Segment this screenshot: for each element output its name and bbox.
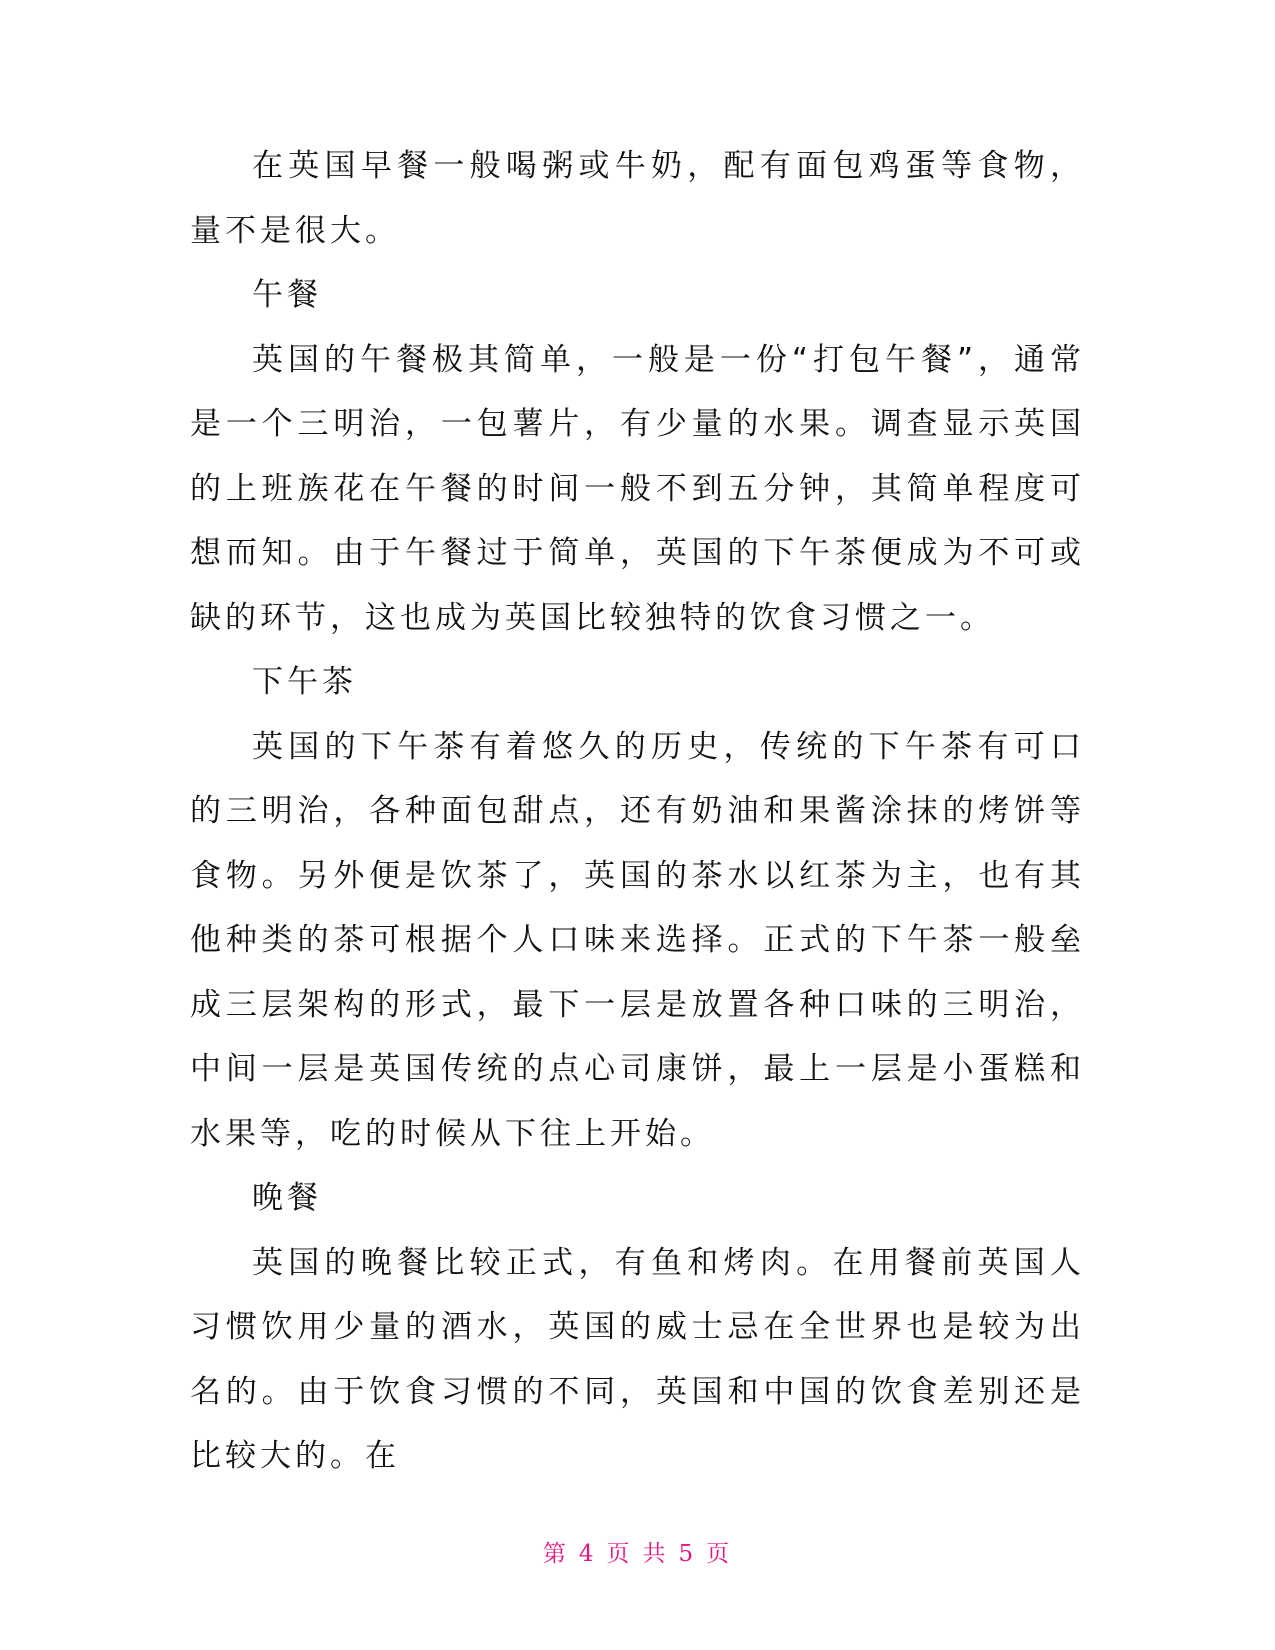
footer-current-page: 4 [578,1541,597,1567]
document-body [190,134,1085,1489]
heading-dinner: 晚餐 [252,1180,322,1216]
heading-lunch: 午餐 [252,277,322,313]
footer-prefix: 第 [542,1541,569,1567]
paragraph-dinner: 英国的晚餐比较正式，有鱼和烤肉。在用餐前英国人习惯饮用少量的酒水，英国的威士忌在全世界也是较为出名的。由于饮食习惯的不同，英国和中国的饮食差别还是比较大的。在 [190,1244,1085,1474]
footer-page-unit-end: 页 [706,1541,733,1567]
paragraph-afternoon-tea: 英国的下午茶有着悠久的历史，传统的下午茶有可口的三明治，各种面包甜点，还有奶油和果酱涂抹的烤饼等食物。另外便是饮茶了，英国的茶水以红茶为主，也有其他种类的茶可根据个人口味来选择。正式的下午茶一般垒成三层架构的形式，最下一层是放置各种口味的三明治，中间一层是英国传统的点心司康饼，最上一层是小蛋糕和水果等，吃的时候从下往上开始。 [190,728,1085,1152]
footer-total-pages: 5 [678,1541,697,1567]
footer-total-word: 共 [642,1541,669,1567]
footer-page-unit: 页 [606,1541,633,1567]
page-footer [0,1535,1275,1568]
paragraph-lunch: 英国的午餐极其简单，一般是一份“打包午餐”，通常是一个三明治，一包薯片，有少量的水果。调查显示英国的上班族花在午餐的时间一般不到五分钟，其简单程度可想而知。由于午餐过于简单，英国的下午茶便成为不可或缺的环节，这也成为英国比较独特的饮食习惯之一。 [190,341,1085,636]
heading-afternoon-tea: 下午茶 [252,664,357,700]
paragraph-breakfast: 在英国早餐一般喝粥或牛奶，配有面包鸡蛋等食物，量不是很大。 [190,148,1085,249]
